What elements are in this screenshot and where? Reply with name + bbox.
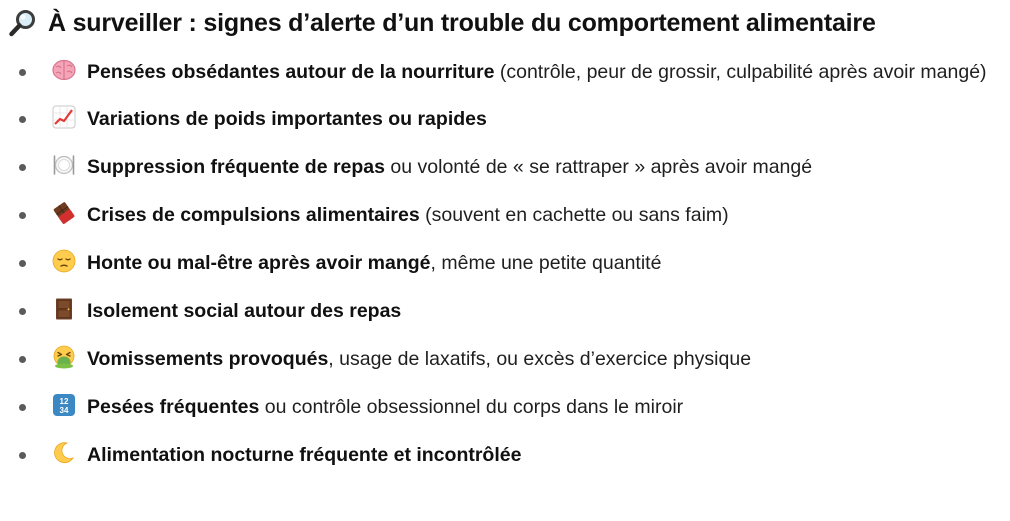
item-detail-text: (souvent en cachette ou sans faim) [419, 204, 729, 226]
chocolate-bar-icon [52, 201, 76, 225]
bullet [19, 308, 26, 315]
bullet [19, 356, 26, 363]
chart-increasing-icon [52, 105, 76, 129]
svg-text:12: 12 [59, 397, 69, 406]
svg-text:34: 34 [59, 406, 69, 415]
item-detail-text: ou contrôle obsessionnel du corps dans le miroir [259, 396, 684, 418]
item-detail-text: , usage de laxatifs, ou excès d’exercice physique [328, 348, 752, 370]
numbers-icon [52, 393, 76, 417]
list-item [0, 341, 1010, 378]
warning-signs-list [0, 54, 1010, 485]
item-bold-text: Vomissements provoqués [87, 348, 329, 370]
vomiting-face-icon [52, 345, 76, 369]
bullet [19, 212, 26, 219]
item-bold-text: Honte ou mal-être après avoir mangé [87, 252, 431, 274]
brain-icon [52, 58, 76, 82]
item-bold-text: Pensées obsédantes autour de la nourriture [87, 61, 495, 83]
item-bold-text: Alimentation nocturne fréquente et incontrôlée [87, 444, 522, 466]
bullet [19, 260, 26, 267]
bullet [19, 116, 26, 123]
item-bold-text: Variations de poids importantes ou rapides [87, 108, 487, 130]
item-bold-text: Pesées fréquentes [87, 396, 260, 418]
list-item [0, 437, 1010, 474]
list-item [0, 197, 1010, 234]
list-item [0, 101, 1010, 138]
bullet [19, 164, 26, 171]
bullet [19, 404, 26, 411]
pensive-face-icon [52, 249, 76, 273]
section-heading [8, 4, 876, 42]
plate-icon [52, 153, 76, 177]
item-detail-text: (contrôle, peur de grossir, culpabilité après avoir mangé) [494, 61, 987, 83]
bullet [19, 452, 26, 459]
heading-text: À surveiller : signes d’alerte d’un trouble du comportement alimentaire [48, 8, 876, 37]
list-item [0, 149, 1010, 186]
list-item [0, 293, 1010, 330]
magnifier-icon [8, 8, 38, 38]
door-icon [52, 297, 76, 321]
item-bold-text: Isolement social autour des repas [87, 300, 402, 322]
item-bold-text: Suppression fréquente de repas [87, 156, 385, 178]
item-detail-text: ou volonté de « se rattraper » après avoir mangé [385, 156, 813, 178]
list-item [0, 245, 1010, 282]
crescent-moon-icon [52, 441, 76, 465]
item-detail-text: , même une petite quantité [430, 252, 662, 274]
list-item [0, 54, 1010, 91]
list-item [0, 389, 1010, 426]
item-bold-text: Crises de compulsions alimentaires [87, 204, 420, 226]
bullet [19, 69, 26, 76]
